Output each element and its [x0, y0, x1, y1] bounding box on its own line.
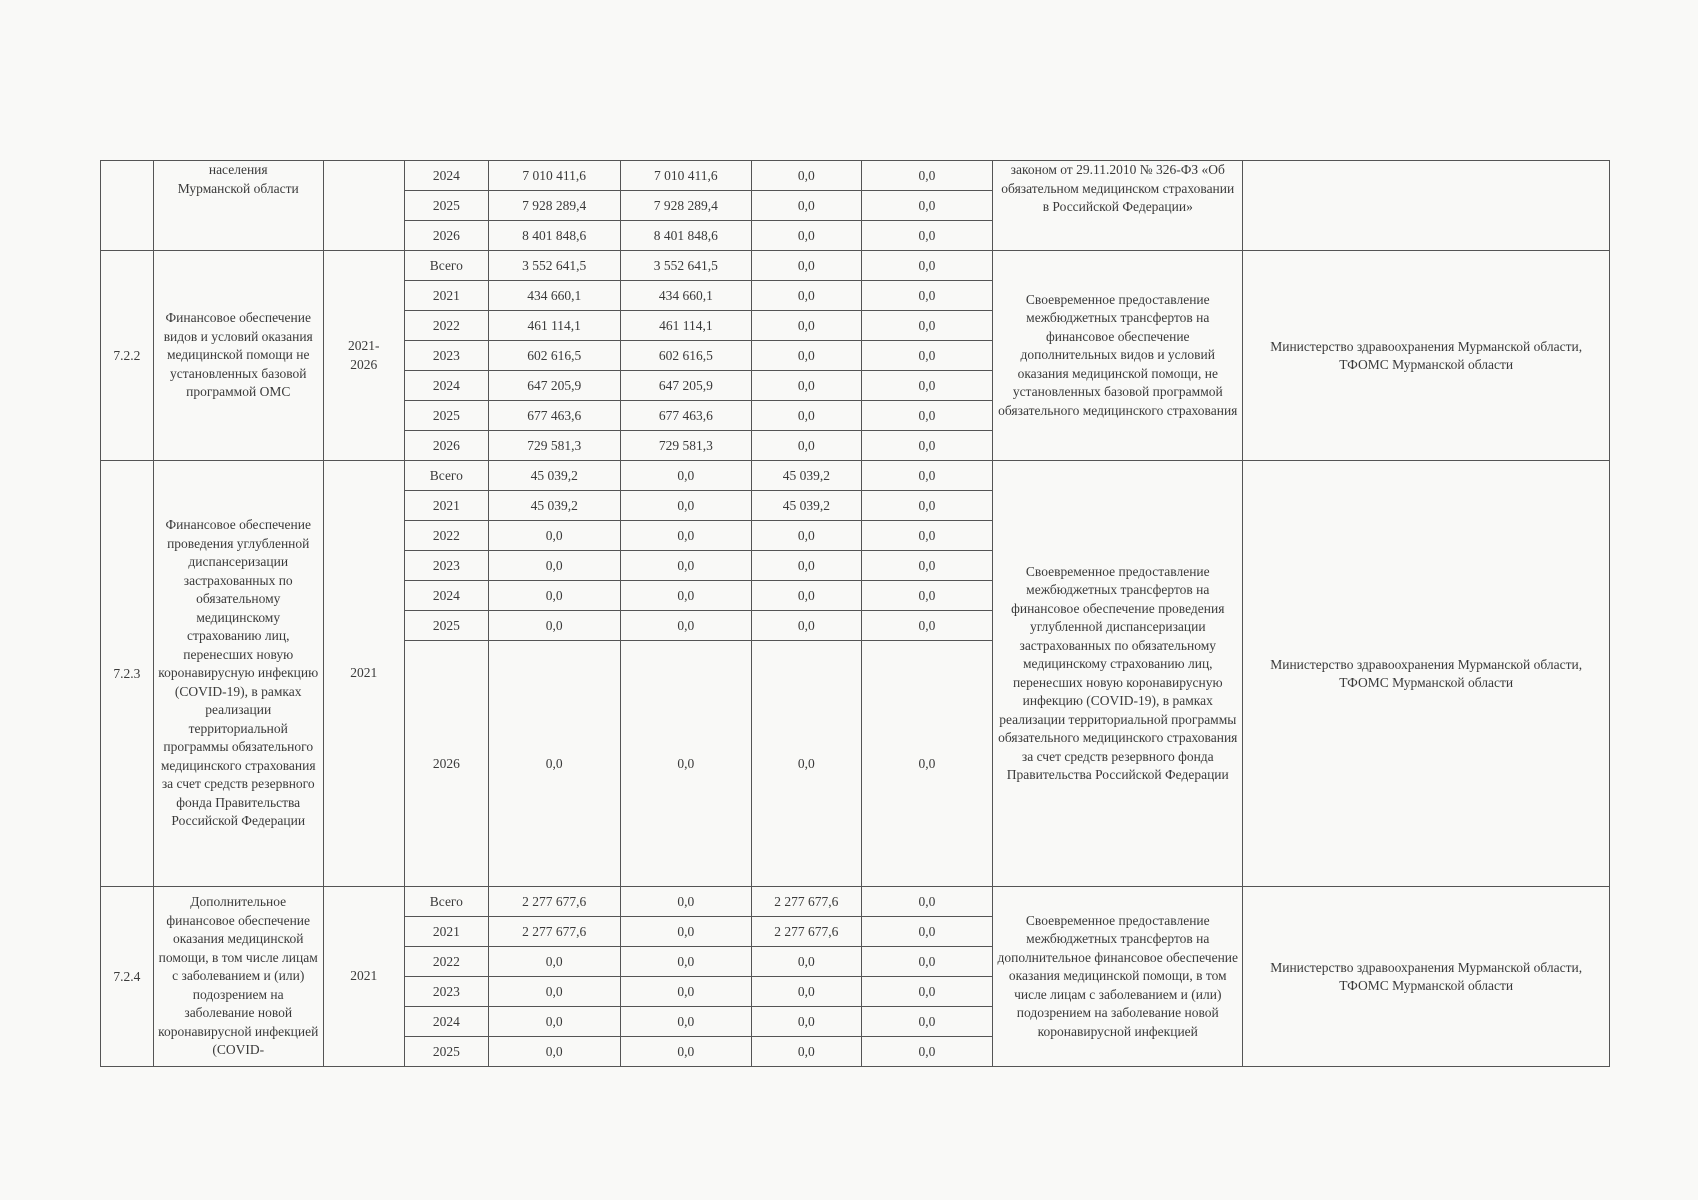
- year-cell: 2023: [404, 341, 488, 371]
- period-cell: 2021: [323, 887, 404, 1067]
- funding-other-cell: 0,0: [861, 161, 993, 191]
- funding-federal-cell: 2 277 677,6: [752, 917, 861, 947]
- item-name-cell: Финансовое обеспечение проведения углубленной диспансеризации застрахованных по обязательному медицинскому страхованию лиц, перенесших новую коронавирусную инфекцию (COVID-19), в рамках реализации территориальной программы обязательного медицинского страхования за счет средств резервного фонда Правительства Российской Федерации: [153, 461, 323, 887]
- funding-federal-cell: 45 039,2: [752, 461, 861, 491]
- total-cell: 8 401 848,6: [488, 221, 620, 251]
- funding-regional-cell: 0,0: [620, 611, 752, 641]
- table-body: [101, 161, 1610, 1067]
- table-row: [101, 161, 1610, 191]
- year-cell: 2025: [404, 1037, 488, 1067]
- item-code-cell: 7.2.2: [101, 251, 154, 461]
- item-code-cell: [101, 161, 154, 251]
- total-cell: 461 114,1: [488, 311, 620, 341]
- funding-other-cell: 0,0: [861, 581, 993, 611]
- year-cell: Всего: [404, 461, 488, 491]
- funding-federal-cell: 0,0: [752, 341, 861, 371]
- funding-other-cell: 0,0: [861, 917, 993, 947]
- year-cell: Всего: [404, 251, 488, 281]
- executor-cell: [1243, 161, 1610, 251]
- total-cell: 677 463,6: [488, 401, 620, 431]
- funding-federal-cell: 0,0: [752, 947, 861, 977]
- funding-federal-cell: 0,0: [752, 311, 861, 341]
- funding-federal-cell: 0,0: [752, 611, 861, 641]
- funding-federal-cell: 0,0: [752, 221, 861, 251]
- table-row: [101, 251, 1610, 281]
- funding-regional-cell: 0,0: [620, 461, 752, 491]
- total-cell: 0,0: [488, 1037, 620, 1067]
- total-cell: 0,0: [488, 947, 620, 977]
- year-cell: 2023: [404, 551, 488, 581]
- year-cell: 2025: [404, 191, 488, 221]
- funding-regional-cell: 0,0: [620, 917, 752, 947]
- funding-regional-cell: 0,0: [620, 887, 752, 917]
- executor-cell: Министерство здравоохранения Мурманской области, ТФОМС Мурманской области: [1243, 887, 1610, 1067]
- year-cell: 2023: [404, 977, 488, 1007]
- total-cell: 45 039,2: [488, 491, 620, 521]
- expected-result-cell: законом от 29.11.2010 № 326-ФЗ «Об обязательном медицинском страховании в Российской Федерации»: [993, 161, 1243, 251]
- year-cell: 2026: [404, 641, 488, 887]
- funding-regional-cell: 461 114,1: [620, 311, 752, 341]
- total-cell: 2 277 677,6: [488, 887, 620, 917]
- period-cell: 2021: [323, 461, 404, 887]
- funding-federal-cell: 0,0: [752, 371, 861, 401]
- total-cell: 7 010 411,6: [488, 161, 620, 191]
- total-cell: 647 205,9: [488, 371, 620, 401]
- total-cell: 7 928 289,4: [488, 191, 620, 221]
- funding-regional-cell: 647 205,9: [620, 371, 752, 401]
- year-cell: Всего: [404, 887, 488, 917]
- funding-federal-cell: 0,0: [752, 551, 861, 581]
- funding-federal-cell: 0,0: [752, 977, 861, 1007]
- item-name-cell: Дополнительное финансовое обеспечение оказания медицинской помощи, в том числе лицам с заболеванием и (или) подозрением на заболевание новой коронавирусной инфекцией (COVID-: [153, 887, 323, 1067]
- total-cell: 602 616,5: [488, 341, 620, 371]
- funding-federal-cell: 0,0: [752, 191, 861, 221]
- executor-cell: Министерство здравоохранения Мурманской области, ТФОМС Мурманской области: [1243, 461, 1610, 887]
- year-cell: 2025: [404, 611, 488, 641]
- funding-other-cell: 0,0: [861, 641, 993, 887]
- expected-result-cell: Своевременное предоставление межбюджетных трансфертов на дополнительное финансовое обеспечение оказания медицинской помощи, в том числе лицам с заболеванием и (или) подозрением на заболевание новой коронавирусной инфекцией: [993, 887, 1243, 1067]
- total-cell: 3 552 641,5: [488, 251, 620, 281]
- funding-other-cell: 0,0: [861, 431, 993, 461]
- total-cell: 0,0: [488, 521, 620, 551]
- funding-other-cell: 0,0: [861, 251, 993, 281]
- funding-regional-cell: 0,0: [620, 641, 752, 887]
- funding-other-cell: 0,0: [861, 401, 993, 431]
- funding-other-cell: 0,0: [861, 311, 993, 341]
- funding-federal-cell: 0,0: [752, 161, 861, 191]
- year-cell: 2024: [404, 371, 488, 401]
- year-cell: 2024: [404, 581, 488, 611]
- item-code-cell: 7.2.3: [101, 461, 154, 887]
- funding-other-cell: 0,0: [861, 551, 993, 581]
- funding-other-cell: 0,0: [861, 461, 993, 491]
- year-cell: 2021: [404, 917, 488, 947]
- funding-federal-cell: 0,0: [752, 1007, 861, 1037]
- funding-regional-cell: 0,0: [620, 1037, 752, 1067]
- funding-federal-cell: 0,0: [752, 641, 861, 887]
- year-cell: 2024: [404, 1007, 488, 1037]
- funding-federal-cell: 0,0: [752, 431, 861, 461]
- funding-other-cell: 0,0: [861, 341, 993, 371]
- funding-federal-cell: 0,0: [752, 281, 861, 311]
- funding-other-cell: 0,0: [861, 947, 993, 977]
- year-cell: 2024: [404, 161, 488, 191]
- total-cell: 0,0: [488, 977, 620, 1007]
- funding-federal-cell: 0,0: [752, 401, 861, 431]
- year-cell: 2022: [404, 521, 488, 551]
- total-cell: 0,0: [488, 1007, 620, 1037]
- funding-regional-cell: 7 010 411,6: [620, 161, 752, 191]
- funding-regional-cell: 0,0: [620, 947, 752, 977]
- year-cell: 2026: [404, 221, 488, 251]
- total-cell: 0,0: [488, 611, 620, 641]
- funding-regional-cell: 0,0: [620, 491, 752, 521]
- total-cell: 45 039,2: [488, 461, 620, 491]
- funding-other-cell: 0,0: [861, 521, 993, 551]
- total-cell: 729 581,3: [488, 431, 620, 461]
- total-cell: 2 277 677,6: [488, 917, 620, 947]
- table-row: [101, 461, 1610, 491]
- funding-other-cell: 0,0: [861, 977, 993, 1007]
- funding-federal-cell: 0,0: [752, 251, 861, 281]
- funding-regional-cell: 0,0: [620, 977, 752, 1007]
- funding-regional-cell: 0,0: [620, 551, 752, 581]
- funding-other-cell: 0,0: [861, 1007, 993, 1037]
- item-name-cell: населения Мурманской области: [153, 161, 323, 251]
- year-cell: 2022: [404, 311, 488, 341]
- expected-result-cell: Своевременное предоставление межбюджетных трансфертов на финансовое обеспечение проведения углубленной диспансеризации застрахованных по обязательному медицинскому страхованию лиц, перенесших новую коронавирусную инфекцию (COVID-19), в рамках реализации территориальной программы обязательного медицинского страхования за счет средств резервного фонда Правительства Российской Федерации: [993, 461, 1243, 887]
- year-cell: 2025: [404, 401, 488, 431]
- funding-federal-cell: 2 277 677,6: [752, 887, 861, 917]
- expected-result-cell: Своевременное предоставление межбюджетных трансфертов на финансовое обеспечение дополнительных видов и условий оказания медицинской помощи, не установленных базовой программой обязательного медицинского страхования: [993, 251, 1243, 461]
- total-cell: 0,0: [488, 581, 620, 611]
- year-cell: 2026: [404, 431, 488, 461]
- item-code-cell: 7.2.4: [101, 887, 154, 1067]
- funding-regional-cell: 8 401 848,6: [620, 221, 752, 251]
- funding-federal-cell: 0,0: [752, 581, 861, 611]
- funding-regional-cell: 434 660,1: [620, 281, 752, 311]
- funding-other-cell: 0,0: [861, 281, 993, 311]
- funding-other-cell: 0,0: [861, 191, 993, 221]
- year-cell: 2021: [404, 491, 488, 521]
- funding-federal-cell: 45 039,2: [752, 491, 861, 521]
- period-cell: [323, 161, 404, 251]
- item-name-cell: Финансовое обеспечение видов и условий оказания медицинской помощи не установленных базовой программой ОМС: [153, 251, 323, 461]
- funding-federal-cell: 0,0: [752, 1037, 861, 1067]
- funding-regional-cell: 0,0: [620, 1007, 752, 1037]
- funding-other-cell: 0,0: [861, 611, 993, 641]
- funding-regional-cell: 677 463,6: [620, 401, 752, 431]
- total-cell: 0,0: [488, 551, 620, 581]
- funding-regional-cell: 0,0: [620, 521, 752, 551]
- funding-regional-cell: 602 616,5: [620, 341, 752, 371]
- funding-other-cell: 0,0: [861, 221, 993, 251]
- funding-federal-cell: 0,0: [752, 521, 861, 551]
- year-cell: 2022: [404, 947, 488, 977]
- funding-other-cell: 0,0: [861, 887, 993, 917]
- funding-regional-cell: 7 928 289,4: [620, 191, 752, 221]
- executor-cell: Министерство здравоохранения Мурманской области, ТФОМС Мурманской области: [1243, 251, 1610, 461]
- year-cell: 2021: [404, 281, 488, 311]
- total-cell: 434 660,1: [488, 281, 620, 311]
- program-activities-table: [100, 160, 1610, 1067]
- period-cell: 2021- 2026: [323, 251, 404, 461]
- funding-other-cell: 0,0: [861, 371, 993, 401]
- table-row: [101, 887, 1610, 917]
- funding-other-cell: 0,0: [861, 491, 993, 521]
- total-cell: 0,0: [488, 641, 620, 887]
- funding-regional-cell: 0,0: [620, 581, 752, 611]
- funding-regional-cell: 3 552 641,5: [620, 251, 752, 281]
- funding-regional-cell: 729 581,3: [620, 431, 752, 461]
- funding-other-cell: 0,0: [861, 1037, 993, 1067]
